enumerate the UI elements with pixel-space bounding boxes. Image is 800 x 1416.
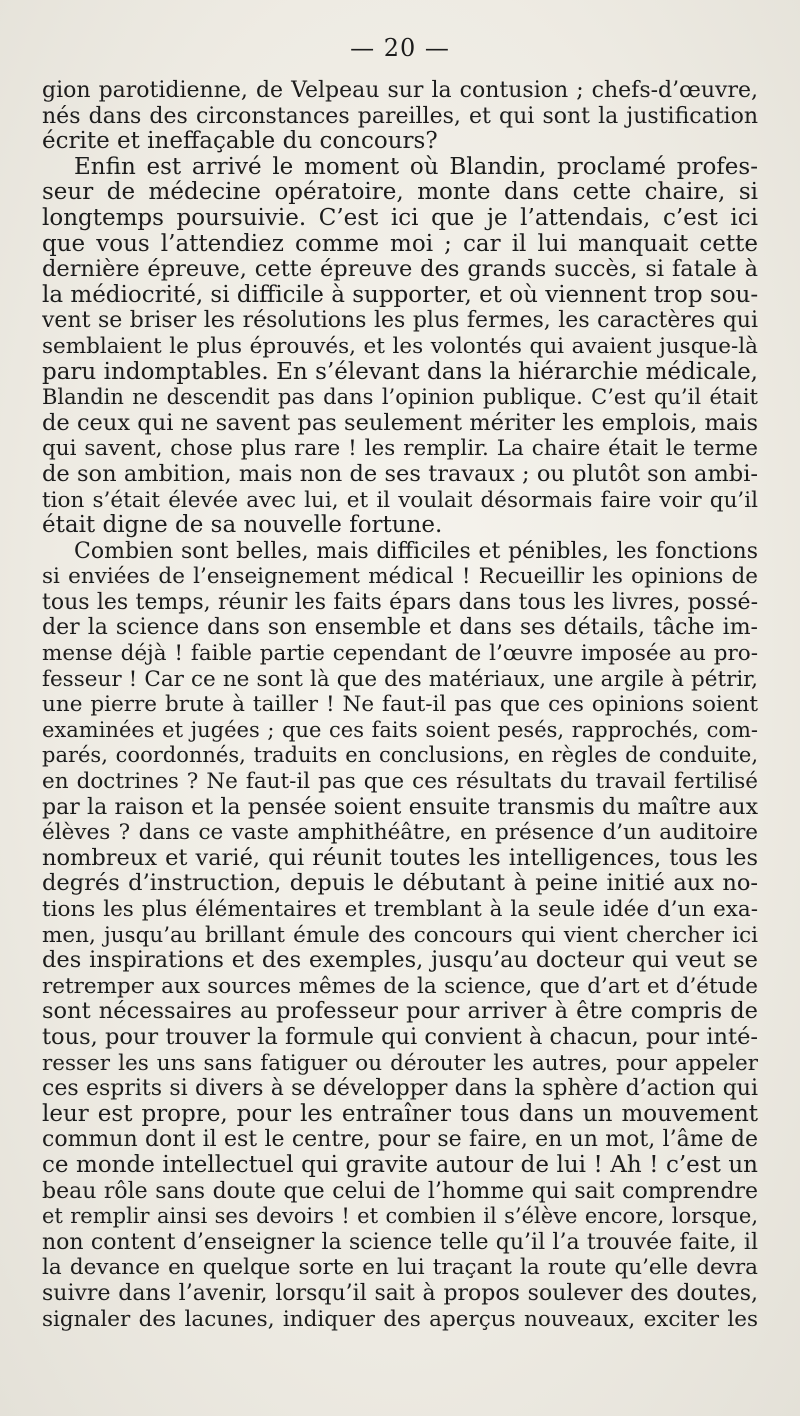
text-line: une pierre brute à tailler ! Ne faut-il pas que ces opinions soient: [42, 692, 758, 718]
text-line: ces esprits si divers à se développer dans la sphère d’action qui: [42, 1076, 758, 1102]
text-line: ce monde intellectuel qui gravite autour de lui ! Ah ! c’est un: [42, 1152, 758, 1178]
text-line: paru indomptables. En s’élevant dans la hiérarchie médicale,: [42, 359, 758, 385]
text-line: était digne de sa nouvelle fortune.: [42, 513, 443, 539]
page-body: [42, 78, 758, 1332]
text-line: qui savent, chose plus rare ! les remplir. La chaire était le terme: [42, 436, 758, 462]
text-line: nombreux et varié, qui réunit toutes les intelligences, tous les: [42, 845, 758, 871]
text-line: Blandin ne descendit pas dans l’opinion publique. C’est qu’il était: [42, 385, 758, 410]
text-line: élèves ? dans ce vaste amphithéâtre, en présence d’un auditoire: [42, 820, 758, 846]
text-line: seur de médecine opératoire, monte dans cette chaire, si: [42, 180, 758, 206]
page-number: — 20 —: [350, 34, 450, 62]
text-line: tous les temps, réunir les faits épars dans tous les livres, possé-: [42, 589, 758, 615]
text-line: vent se briser les résolutions les plus fermes, les caractères qui: [42, 308, 758, 334]
text-line: men, jusqu’au brillant émule des concours qui vient chercher ici: [42, 922, 758, 948]
text-line: examinées et jugées ; que ces faits soient pesés, rapprochés, com-: [42, 717, 758, 742]
text-line: tions les plus élémentaires et tremblant à la seule idée d’un exa-: [42, 897, 758, 922]
text-line: par la raison et la pensée soient ensuite transmis du maître aux: [42, 794, 758, 820]
text-line: semblaient le plus éprouvés, et les volontés qui avaient jusque-là: [42, 333, 758, 359]
text-line: la médiocrité, si difficile à supporter, et où viennent trop sou-: [42, 282, 758, 308]
text-line: de son ambition, mais non de ses travaux ; ou plutôt son ambi-: [42, 461, 758, 487]
text-line: degrés d’instruction, depuis le débutant à peine initié aux no-: [42, 871, 758, 897]
text-line: si enviées de l’enseignement médical ! Recueillir les opinions de: [42, 564, 758, 590]
text-line: tion s’était élevée avec lui, et il voulait désormais faire voir qu’il: [42, 487, 758, 513]
text-line: parés, coordonnés, traduits en conclusions, en règles de conduite,: [42, 743, 758, 768]
text-line: longtemps poursuivie. C’est ici que je l’attendais, c’est ici: [42, 205, 758, 231]
text-line: beau rôle sans doute que celui de l’homme qui sait comprendre: [42, 1178, 758, 1204]
text-line: retremper aux sources mêmes de la science, que d’art et d’étude: [42, 973, 758, 999]
text-line: leur est propre, pour les entraîner tous dans un mouvement: [42, 1101, 758, 1127]
text-line: commun dont il est le centre, pour se faire, en un mot, l’âme de: [42, 1127, 758, 1153]
text-line: der la science dans son ensemble et dans ses détails, tâche im-: [42, 615, 758, 641]
text-line: mense déjà ! faible partie cependant de l’œuvre imposée au pro-: [42, 641, 758, 667]
text-line: fesseur ! Car ce ne sont là que des matériaux, une argile à pétrir,: [42, 666, 758, 692]
text-line: nés dans des circonstances pareilles, et qui sont la justification: [42, 103, 758, 129]
text-line: dernière épreuve, cette épreuve des grands succès, si fatale à: [42, 257, 758, 283]
paragraph-start-line: Enfin est arrivé le moment où Blandin, proclamé profes-: [74, 154, 758, 180]
text-line: et remplir ainsi ses devoirs ! et combien il s’élève encore, lorsque,: [42, 1204, 758, 1229]
text-line: de ceux qui ne savent pas seulement mériter les emplois, mais: [42, 410, 758, 436]
text-line: suivre dans l’avenir, lorsqu’il sait à propos soulever des doutes,: [42, 1280, 758, 1306]
text-line: gion parotidienne, de Velpeau sur la contusion ; chefs-d’œuvre,: [42, 78, 758, 103]
text-line: signaler des lacunes, indiquer des aperçus nouveaux, exciter les: [42, 1306, 758, 1332]
text-line: tous, pour trouver la formule qui convient à chacun, pour inté-: [42, 1024, 758, 1050]
text-line: la devance en quelque sorte en lui traçant la route qu’elle devra: [42, 1255, 758, 1281]
text-line: des inspirations et des exemples, jusqu’au docteur qui veut se: [42, 948, 758, 974]
paragraph-start-line: Combien sont belles, mais difficiles et pénibles, les fonctions: [74, 538, 758, 564]
text-line: resser les uns sans fatiguer ou dérouter les autres, pour appeler: [42, 1050, 758, 1076]
text-line: que vous l’attendiez comme moi ; car il lui manquait cette: [42, 231, 758, 257]
text-line: en doctrines ? Ne faut-il pas que ces résultats du travail fertilisé: [42, 769, 758, 795]
text-line: non content d’enseigner la science telle qu’il l’a trouvée faite, il: [42, 1229, 758, 1255]
text-line: écrite et ineffaçable du concours?: [42, 129, 438, 155]
text-line: sont nécessaires au professeur pour arriver à être compris de: [42, 999, 758, 1025]
